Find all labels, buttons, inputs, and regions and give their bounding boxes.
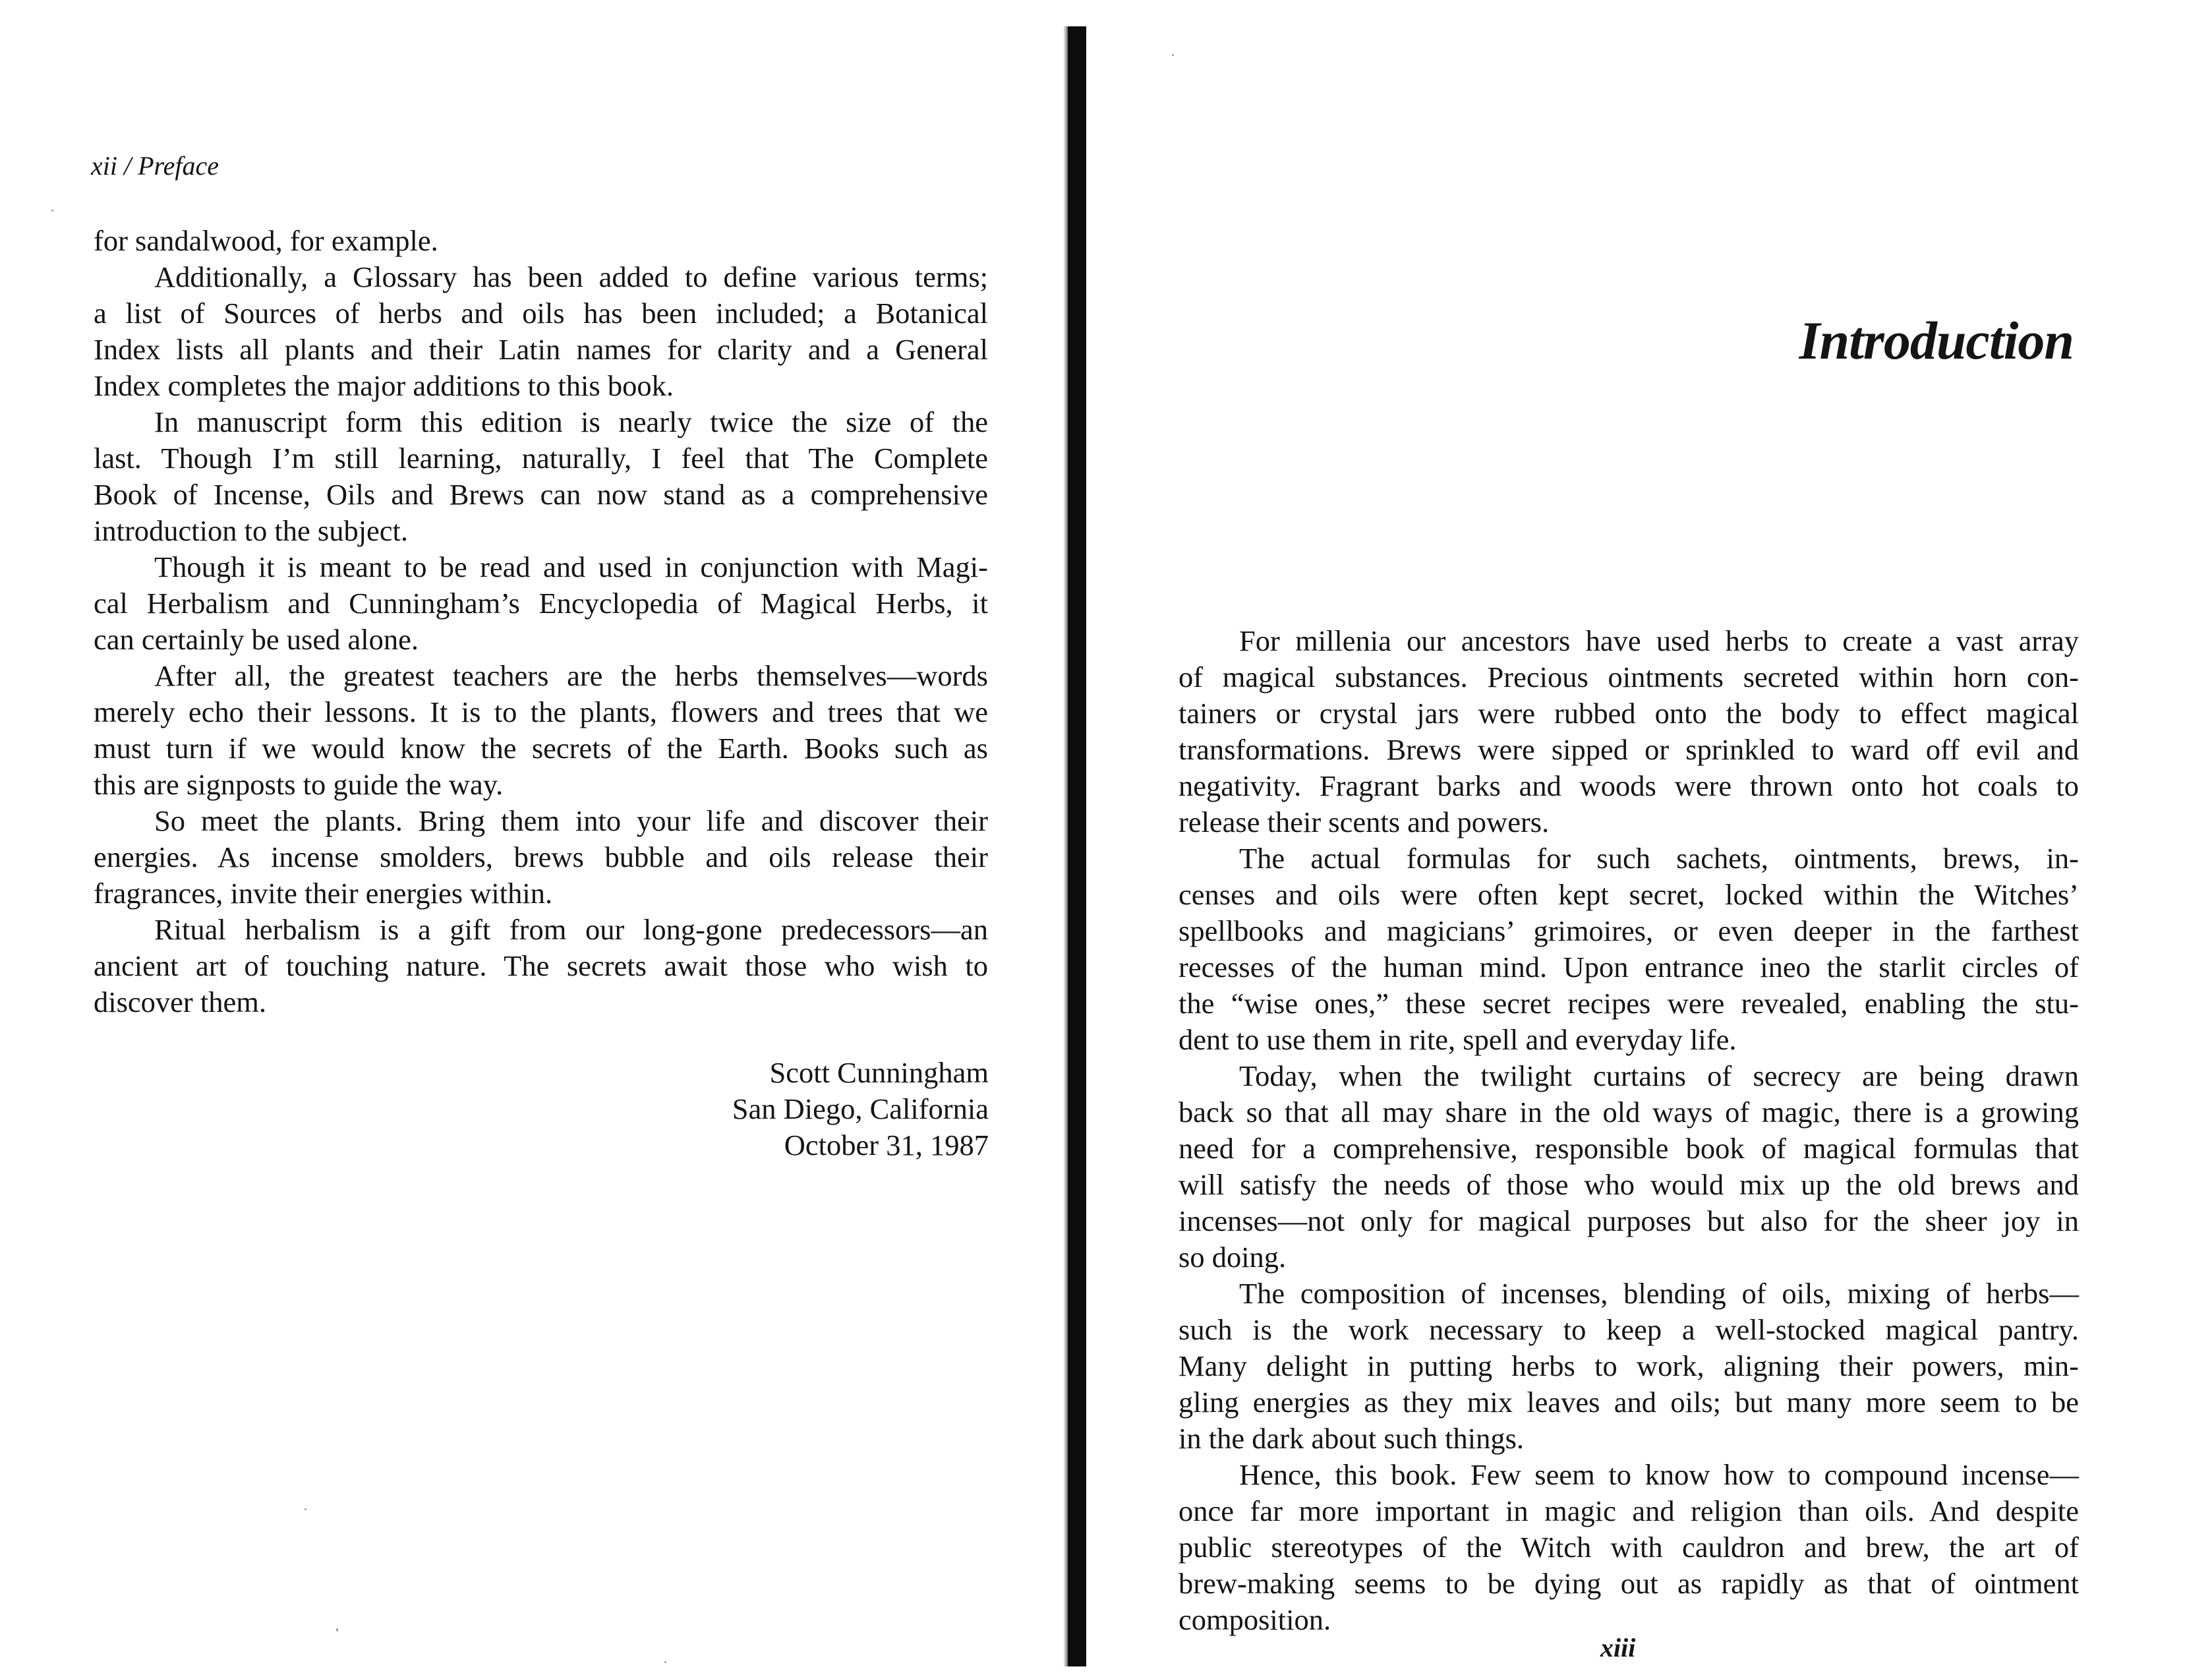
text-line: of magical substances. Precious ointments secreted within horn con- [1179,661,2079,693]
text-line: a list of Sources of herbs and oils has been included; a Botanical [94,297,988,330]
text-line: fragrances, invite their energies within. [94,877,553,910]
text-line: composition. [1179,1603,1331,1636]
signature-date: October 31, 1987 [784,1129,989,1162]
text-line: must turn if we would know the secrets of the Earth. Books such as [94,732,988,765]
text-line: will satisfy the needs of those who would mix up the old brews and [1179,1168,2079,1201]
text-line: brew-making seems to be dying out as rapidly as that of ointment [1179,1567,2079,1600]
scan-speck [51,210,53,212]
scan-speck [336,1628,338,1632]
text-line: ancient art of touching nature. The secrets await those who wish to [94,949,988,982]
text-line: need for a comprehensive, responsible book of magical formulas that [1179,1132,2079,1165]
text-line: merely echo their lessons. It is to the plants, flowers and trees that we [94,695,988,728]
text-line: can certainly be used alone. [94,623,419,656]
scan-speck [1172,54,1174,56]
signature-place: San Diego, California [732,1092,989,1125]
text-line: the “wise ones,” these secret recipes were revealed, enabling the stu- [1179,987,2079,1020]
text-line: last. Though I’m still learning, naturally, I feel that The Complete [94,442,988,475]
text-line: for sandalwood, for example. [94,224,438,257]
text-line: Many delight in putting herbs to work, aligning their powers, min- [1179,1349,2079,1382]
text-line: this are signposts to guide the way. [94,768,504,801]
text-line: tainers or crystal jars were rubbed onto the body to effect magical [1179,697,2079,730]
text-line: Book of Incense, Oils and Brews can now stand as a comprehensive [94,478,988,511]
text-line: spellbooks and magicians’ grimoires, or even deeper in the farthest [1179,914,2079,947]
chapter-title: Introduction [1799,310,2074,370]
running-head: xii / Preface [91,151,219,181]
text-line: incenses—not only for magical purposes but also for the sheer joy in [1179,1204,2079,1237]
text-line: Additionally, a Glossary has been added to define various terms; [154,260,988,293]
text-line: Hence, this book. Few seem to know how to compound incense— [1239,1458,2079,1491]
text-line: Today, when the twilight curtains of secrecy are being drawn [1239,1059,2079,1092]
text-line: dent to use them in rite, spell and everyday life. [1179,1023,1737,1056]
page-number: xiii [1600,1633,1636,1662]
text-line: transformations. Brews were sipped or sprinkled to ward off evil and [1179,733,2079,766]
text-line: discover them. [94,986,266,1018]
text-line: The actual formulas for such sachets, ointments, brews, in- [1239,842,2079,875]
text-line: so doing. [1179,1241,1287,1274]
text-line: Ritual herbalism is a gift from our long-gone predecessors—an [154,913,988,946]
text-line: recesses of the human mind. Upon entrance ineo the starlit circles of [1179,951,2079,984]
text-line: public stereotypes of the Witch with cauldron and brew, the art of [1179,1531,2079,1564]
text-line: release their scents and powers. [1179,806,1550,838]
text-line: The composition of incenses, blending of oils, mixing of herbs— [1239,1277,2079,1310]
text-line: Index completes the major additions to this book. [94,369,674,402]
scan-speck [664,1661,666,1663]
text-line: censes and oils were often kept secret, locked within the Witches’ [1179,878,2079,911]
text-line: Though it is meant to be read and used in conjunction with Magi- [154,550,988,583]
signature-name: Scott Cunningham [769,1056,989,1089]
text-line: such is the work necessary to keep a well-stocked magical pantry. [1179,1313,2079,1346]
text-line: in the dark about such things. [1179,1422,1525,1455]
text-line: For millenia our ancestors have used herbs to create a vast array [1239,624,2079,657]
text-line: back so that all may share in the old ways of magic, there is a growing [1179,1096,2079,1129]
scan-speck [305,1508,306,1510]
text-line: once far more important in magic and religion than oils. And despite [1179,1494,2079,1527]
book-spine-gutter [1068,26,1086,1666]
text-line: energies. As incense smolders, brews bubble and oils release their [94,840,988,873]
text-line: cal Herbalism and Cunningham’s Encyclopedia of Magical Herbs, it [94,587,988,620]
text-line: So meet the plants. Bring them into your life and discover their [154,804,988,837]
text-line: gling energies as they mix leaves and oils; but many more seem to be [1179,1386,2079,1419]
text-line: negativity. Fragrant barks and woods were thrown onto hot coals to [1179,769,2079,802]
text-line: In manuscript form this edition is nearly twice the size of the [154,405,988,438]
text-line: Index lists all plants and their Latin names for clarity and a General [94,333,988,366]
signature-block [732,1055,989,1163]
text-line: After all, the greatest teachers are the herbs themselves—words [154,659,988,692]
text-line: introduction to the subject. [94,514,409,547]
